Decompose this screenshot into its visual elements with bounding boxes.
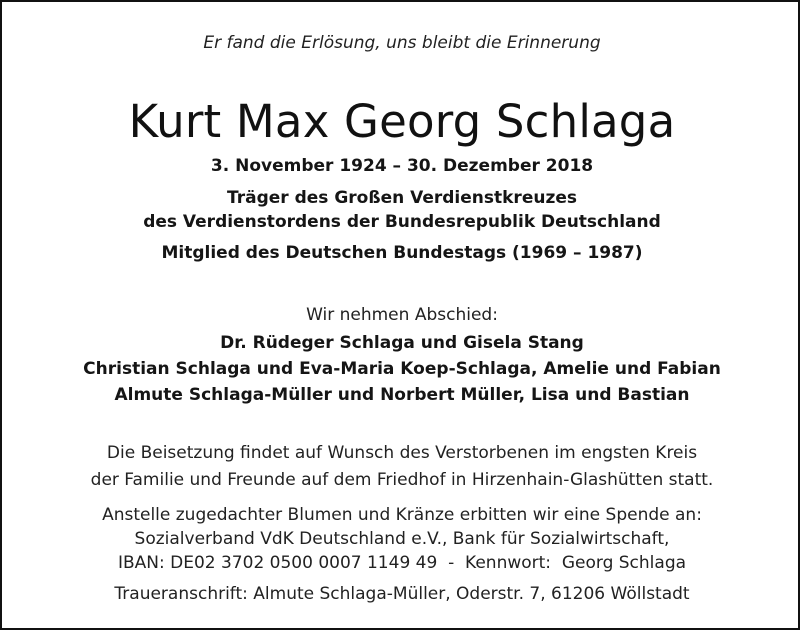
donation-line-1: Anstelle zugedachter Blumen und Kränze erbitten wir eine Spende an: [102,505,702,525]
mourning-address: Traueranschrift: Almute Schlaga-Müller, Oderstr. 7, 61206 Wöllstadt [114,584,690,604]
family-line: Dr. Rüdeger Schlaga und Gisela Stang [220,333,584,353]
burial-line-1: Die Beisetzung findet auf Wunsch des Verstorbenen im engsten Kreis [106,443,698,463]
family-line: Christian Schlaga und Eva-Maria Koep-Schlaga, Amelie und Fabian [83,359,721,379]
motto-line: Er fand die Erlösung, uns bleibt die Erinnerung [203,33,601,53]
life-dates: 3. November 1924 – 30. Dezember 2018 [210,156,594,176]
donation-line-2: Sozialverband VdK Deutschland e.V., Bank für Sozialwirtschaft, [134,529,670,549]
burial-line-2: der Familie und Freunde auf dem Friedhof in Hirzenhain-Glashütten statt. [90,470,714,490]
farewell-intro: Wir nehmen Abschied: [306,305,498,325]
honor-line-1: Träger des Großen Verdienstkreuzes [227,188,577,208]
deceased-name: Kurt Max Georg Schlaga [128,95,676,148]
family-line: Almute Schlaga-Müller und Norbert Müller, Lisa und Bastian [114,385,690,405]
donation-line-3: IBAN: DE02 3702 0500 0007 1149 49 - Kennwort: Georg Schlaga [117,553,687,573]
membership-line: Mitglied des Deutschen Bundestags (1969 – 1987) [161,243,643,263]
honor-line-2: des Verdienstordens der Bundesrepublik Deutschland [143,212,661,232]
